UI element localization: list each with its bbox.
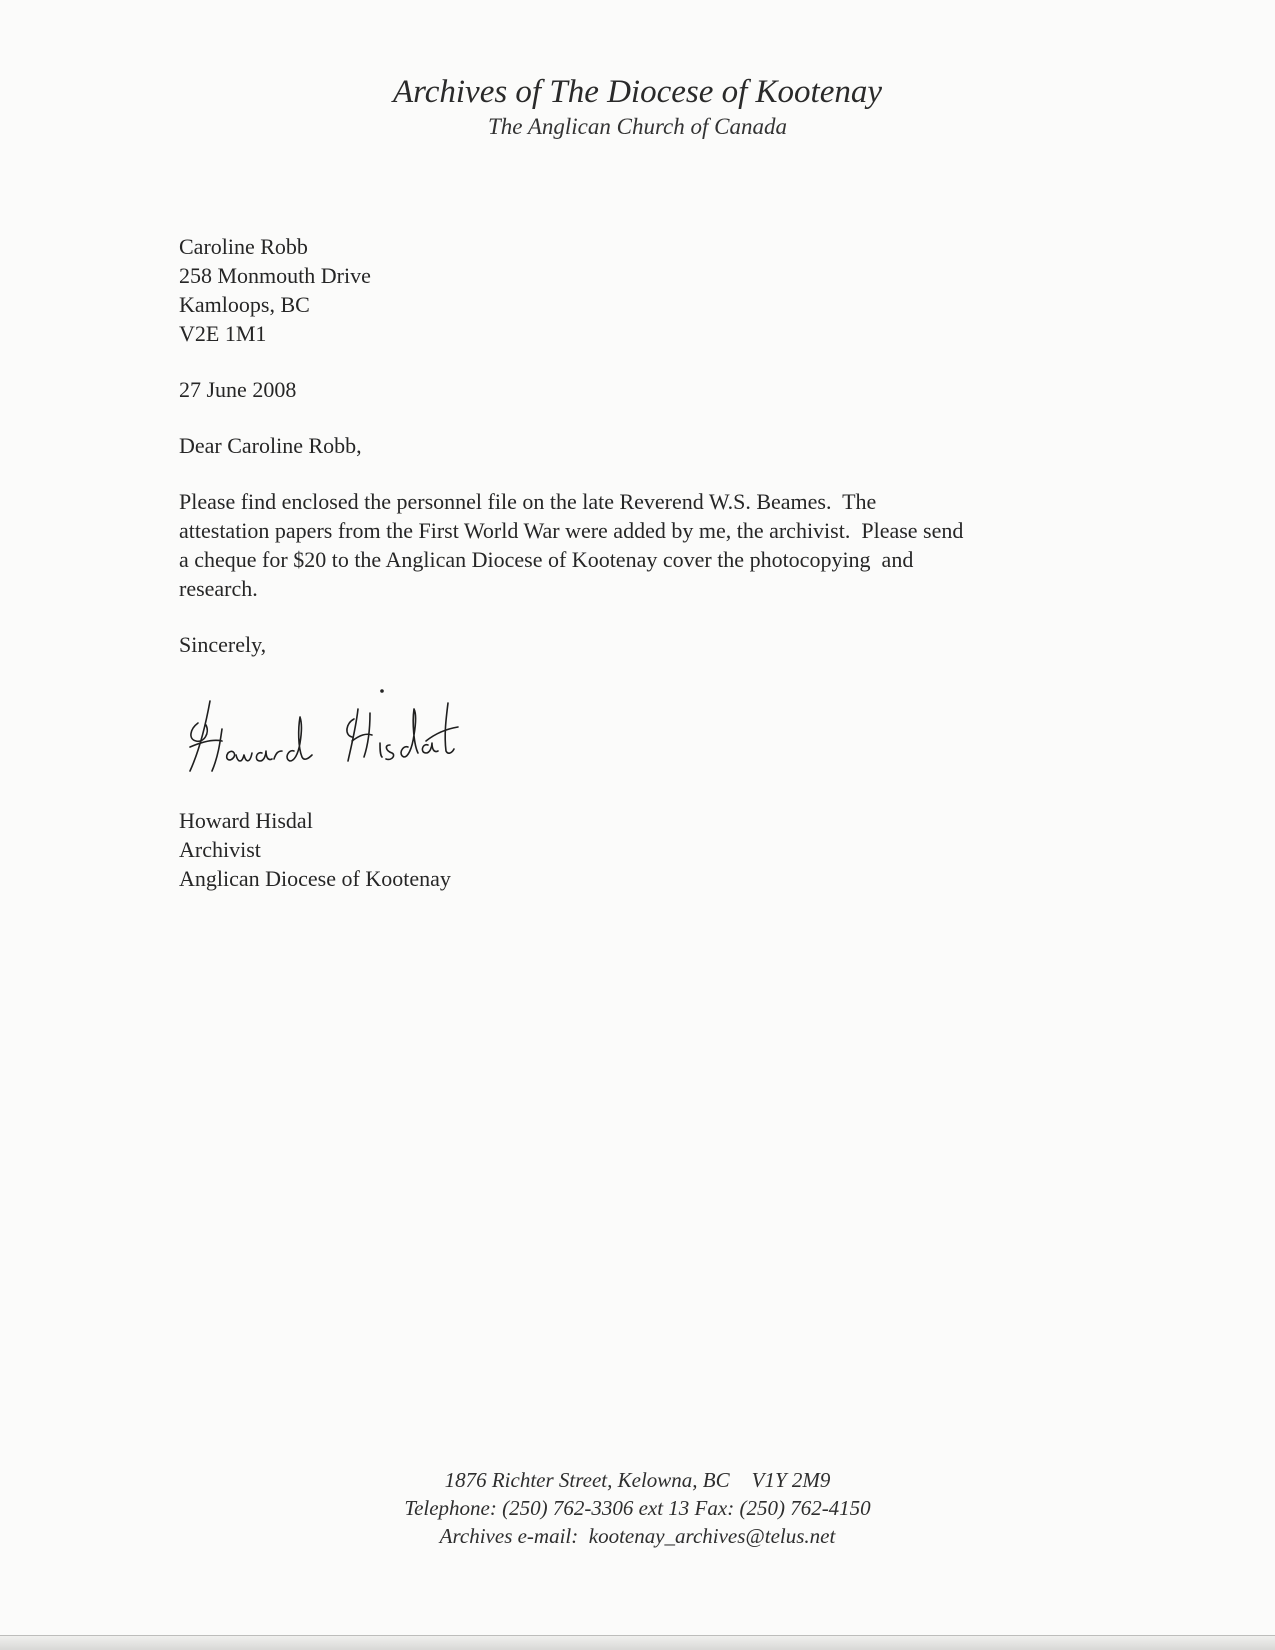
- recipient-name: Caroline Robb: [179, 234, 308, 259]
- signer-organization: Anglican Diocese of Kootenay: [179, 866, 451, 891]
- recipient-address: [179, 232, 1119, 348]
- body-line: Please find enclosed the personnel file on the late Reverend W.S. Beames. The: [179, 489, 877, 514]
- recipient-postal-code: V2E 1M1: [179, 321, 267, 346]
- body-line: attestation papers from the First World War were added by me, the archivist. Please send: [179, 518, 964, 543]
- letterhead-organization: Archives of The Diocese of Kootenay: [392, 74, 883, 110]
- footer-postal-code: V1Y 2M9: [751, 1468, 831, 1492]
- letterhead-footer: [0, 1466, 1275, 1550]
- recipient-street: 258 Monmouth Drive: [179, 263, 371, 288]
- signer-name: Howard Hisdal: [179, 808, 313, 833]
- footer-street: 1876 Richter Street, Kelowna, BC: [444, 1468, 730, 1492]
- closing: Sincerely,: [179, 632, 267, 657]
- letter-body: [179, 232, 1119, 659]
- recipient-city: Kamloops, BC: [179, 292, 310, 317]
- body-paragraph: [179, 487, 1119, 603]
- salutation: Dear Caroline Robb,: [179, 433, 362, 458]
- handwritten-signature: [176, 683, 496, 793]
- signature-block: [179, 806, 451, 893]
- letter-date: 27 June 2008: [179, 377, 297, 402]
- signer-title: Archivist: [179, 837, 261, 862]
- letterhead: [0, 72, 1275, 142]
- body-line: a cheque for $20 to the Anglican Diocese of Kootenay cover the photocopying and: [179, 547, 914, 572]
- body-line: research.: [179, 576, 258, 601]
- paper-edge: [0, 1635, 1275, 1650]
- footer-email: Archives e-mail: kootenay_archives@telus.net: [439, 1524, 836, 1548]
- footer-address: [0, 1466, 1275, 1494]
- letterhead-subtitle: The Anglican Church of Canada: [488, 114, 787, 139]
- footer-phone: Telephone: (250) 762-3306 ext 13 Fax: (250) 762-4150: [404, 1496, 871, 1520]
